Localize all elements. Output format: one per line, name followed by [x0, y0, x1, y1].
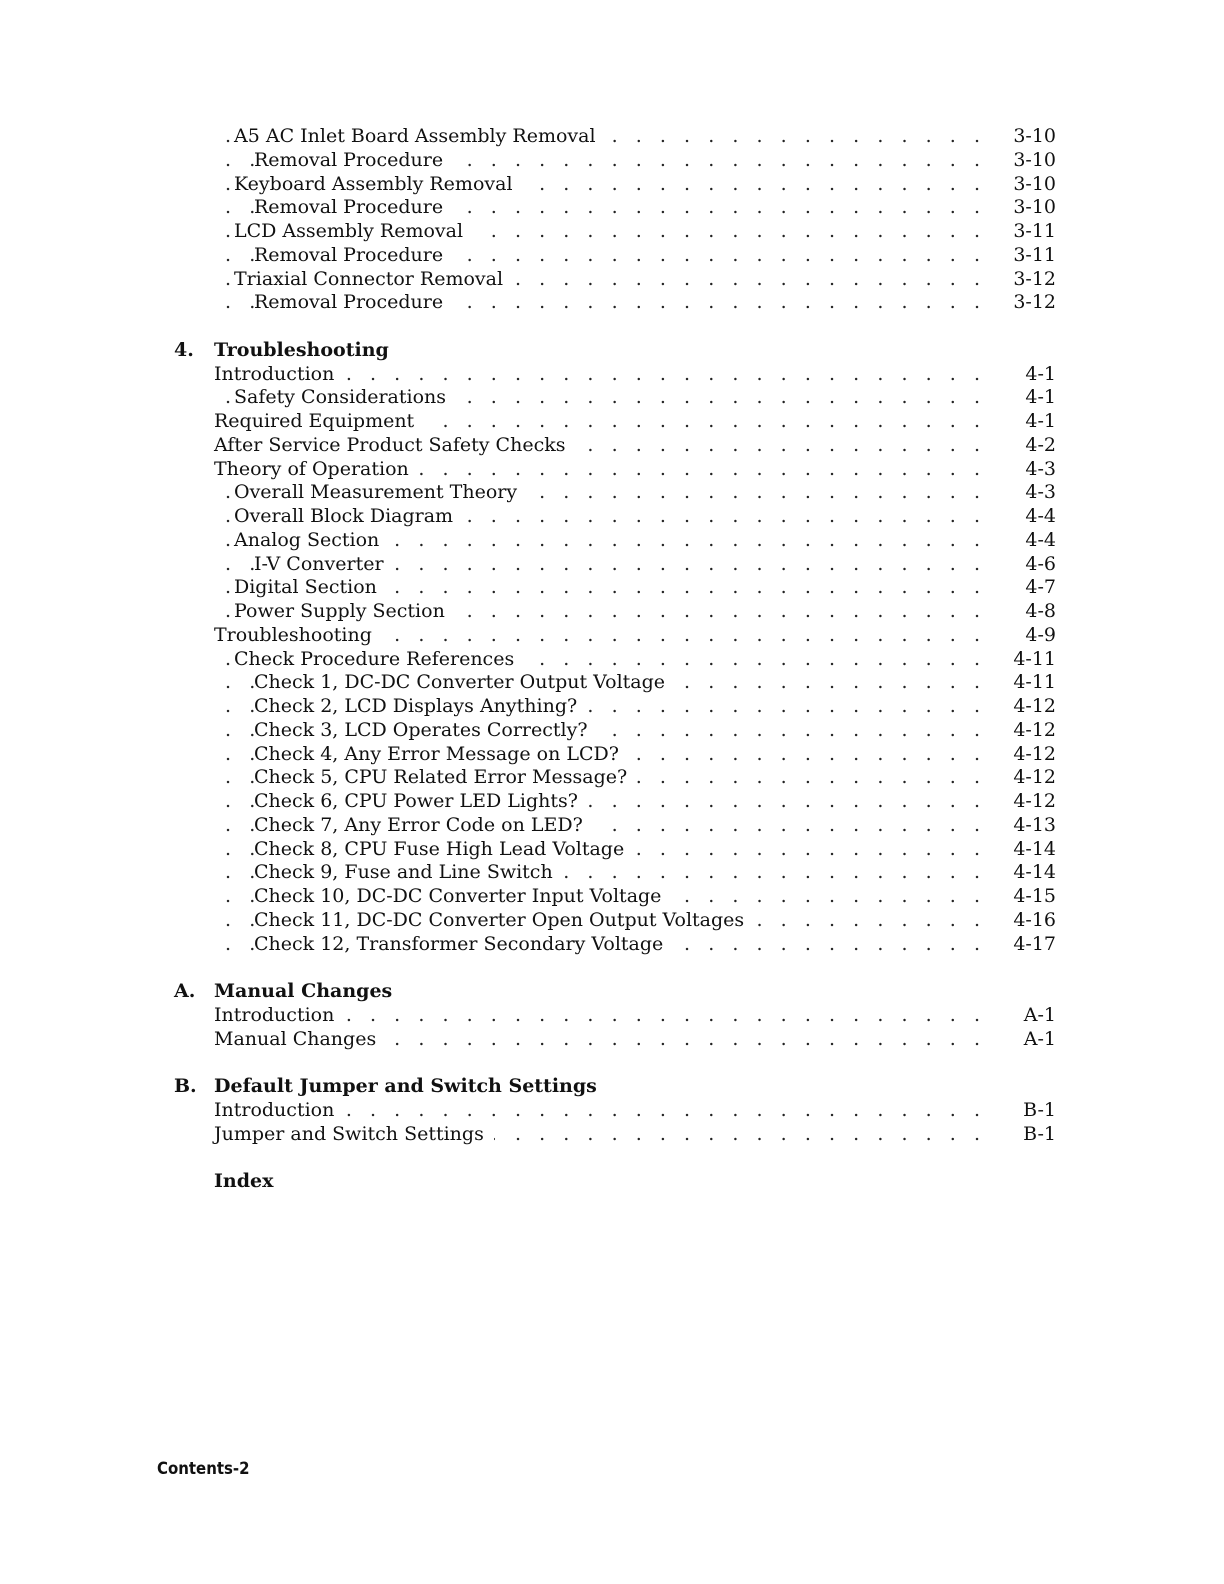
- toc-entry[interactable]: [0, 1027, 1224, 1051]
- toc-entry[interactable]: [0, 623, 1224, 647]
- toc-entry-page: 3-10: [1013, 172, 1056, 195]
- toc-entry-page: 4-9: [1025, 623, 1056, 646]
- toc-entry-page: 3-11: [1013, 243, 1056, 266]
- toc-entry-title: Check Procedure References: [234, 647, 524, 671]
- toc-entry[interactable]: [0, 385, 1224, 409]
- toc-entry[interactable]: [0, 694, 1224, 718]
- toc-entry[interactable]: [0, 670, 1224, 694]
- toc-entry-page: 4-13: [1013, 813, 1056, 836]
- toc-entry-title: Jumper and Switch Settings: [214, 1122, 494, 1146]
- toc-entry-page: 4-14: [1013, 861, 1056, 884]
- toc-entry[interactable]: [0, 932, 1224, 956]
- toc-entry-title: Safety Considerations: [234, 385, 456, 409]
- chapter-title: Default Jumper and Switch Settings: [214, 1075, 597, 1097]
- toc-entry-page: 3-10: [1013, 196, 1056, 219]
- toc-entry-page: 4-16: [1013, 908, 1056, 931]
- toc-entry-title: A5 AC Inlet Board Assembly Removal: [234, 124, 606, 148]
- toc-entry-title: Triaxial Connector Removal: [234, 267, 513, 291]
- toc-entry-title: Introduction: [214, 1098, 344, 1122]
- toc-entry-title: Check 9, Fuse and Line Switch: [254, 860, 563, 884]
- toc-entry-page: B-1: [1023, 1098, 1056, 1121]
- chapter-heading[interactable]: [0, 1073, 1224, 1099]
- toc-entry-page: 4-12: [1013, 790, 1056, 812]
- toc-entry-title: Troubleshooting: [214, 623, 382, 647]
- toc-entry-title: Check 11, DC-DC Converter Open Output Voltages: [254, 908, 754, 932]
- toc-entry-title: Check 3, LCD Operates Correctly?: [254, 718, 598, 742]
- toc-entry-page: 3-11: [1013, 220, 1056, 242]
- toc-entry-title: Removal Procedure: [254, 290, 453, 314]
- page-footer: Contents-2: [157, 1459, 250, 1479]
- toc-entry-page: 3-12: [1013, 291, 1056, 314]
- toc-entry-page: 4-12: [1013, 742, 1056, 765]
- chapter-title: Troubleshooting: [214, 338, 389, 361]
- toc-entry-page: 4-1: [1025, 362, 1056, 385]
- toc-entry[interactable]: [0, 148, 1224, 172]
- toc-entry[interactable]: [0, 765, 1224, 789]
- toc-entry-page: 4-3: [1025, 457, 1056, 480]
- toc-entry-title: Removal Procedure: [254, 148, 453, 172]
- toc-entry[interactable]: [0, 884, 1224, 908]
- toc-entry[interactable]: [0, 480, 1224, 504]
- toc-entry-page: 4-7: [1025, 576, 1056, 599]
- chapter-title: Index: [214, 1170, 274, 1192]
- toc-entry-page: 4-4: [1025, 528, 1056, 551]
- toc-entry[interactable]: [0, 528, 1224, 552]
- toc-entry[interactable]: [0, 409, 1224, 433]
- toc-entry-title: Removal Procedure: [254, 243, 453, 267]
- toc-entry-page: 4-15: [1013, 885, 1056, 907]
- toc-entry-page: 3-10: [1013, 125, 1056, 147]
- toc-entry-title: Check 12, Transformer Secondary Voltage: [254, 932, 673, 956]
- toc-entry-title: Check 2, LCD Displays Anything?: [254, 694, 587, 718]
- toc-entry[interactable]: [0, 504, 1224, 528]
- toc-entry-page: 4-8: [1025, 600, 1056, 622]
- chapter-heading[interactable]: [0, 337, 1224, 363]
- toc-entry[interactable]: [0, 1122, 1224, 1146]
- toc-entry-title: Removal Procedure: [254, 195, 453, 219]
- toc-entry[interactable]: [0, 457, 1224, 481]
- chapter-number: 4.: [174, 338, 194, 361]
- toc-entry[interactable]: [0, 908, 1224, 932]
- chapter-title: Manual Changes: [214, 980, 393, 1002]
- toc-entry-page: 4-1: [1025, 386, 1056, 409]
- toc-entry[interactable]: [0, 124, 1224, 148]
- toc-entry-title: Keyboard Assembly Removal: [234, 172, 523, 196]
- toc-entry[interactable]: [0, 552, 1224, 576]
- toc-entry[interactable]: [0, 1003, 1224, 1027]
- toc-entry-title: LCD Assembly Removal: [234, 219, 473, 243]
- toc-entry-title: Digital Section: [234, 575, 387, 599]
- toc-entry-page: 3-12: [1013, 267, 1056, 290]
- toc-entry-page: 4-12: [1013, 766, 1056, 789]
- toc-entry-title: Check 1, DC-DC Converter Output Voltage: [254, 670, 675, 694]
- toc-entry-title: Check 6, CPU Power LED Lights?: [254, 789, 588, 813]
- toc-entry[interactable]: [0, 243, 1224, 267]
- chapter-number: A.: [174, 980, 196, 1002]
- toc-entry-page: 3-10: [1013, 148, 1056, 171]
- toc-entry-page: A-1: [1023, 1027, 1056, 1050]
- toc-entry-title: Power Supply Section: [234, 599, 455, 623]
- toc-entry-title: Check 8, CPU Fuse High Lead Voltage: [254, 837, 634, 861]
- toc-entry-title: Analog Section: [234, 528, 389, 552]
- toc-entry[interactable]: [0, 195, 1224, 219]
- toc-entry-page: 4-17: [1013, 932, 1056, 955]
- toc-entry-page: 4-3: [1025, 481, 1056, 504]
- toc-entry[interactable]: [0, 290, 1224, 314]
- toc-entry[interactable]: [0, 742, 1224, 766]
- toc-entry-page: 4-14: [1013, 837, 1056, 860]
- toc-entry[interactable]: [0, 837, 1224, 861]
- toc-entry[interactable]: [0, 172, 1224, 196]
- toc-entry-page: 4-1: [1025, 410, 1056, 432]
- toc-entry-title: After Service Product Safety Checks: [214, 433, 575, 457]
- toc-entry-page: 4-11: [1013, 647, 1056, 670]
- toc-entry-title: I-V Converter: [254, 552, 394, 576]
- toc-entry-title: Check 7, Any Error Code on LED?: [254, 813, 593, 837]
- toc-entry-title: Check 4, Any Error Message on LCD?: [254, 742, 629, 766]
- toc-entry[interactable]: [0, 1098, 1224, 1122]
- toc-entry-title: Introduction: [214, 1003, 344, 1027]
- toc-entry-page: 4-12: [1013, 718, 1056, 741]
- chapter-heading[interactable]: [0, 978, 1224, 1004]
- toc-entry-page: A-1: [1023, 1003, 1056, 1026]
- toc-entry-page: 4-6: [1025, 552, 1056, 575]
- toc-entry-title: Overall Measurement Theory: [234, 480, 527, 504]
- toc-entry[interactable]: [0, 718, 1224, 742]
- toc-entry-page: 4-4: [1025, 505, 1056, 527]
- toc-entry-page: 4-11: [1013, 671, 1056, 694]
- toc-entry-page: 4-12: [1013, 695, 1056, 717]
- toc-entry[interactable]: [0, 433, 1224, 457]
- toc-entry-page: 4-2: [1025, 433, 1056, 456]
- toc-entry[interactable]: [0, 267, 1224, 291]
- toc-entry-page: B-1: [1023, 1122, 1056, 1145]
- toc-entry[interactable]: [0, 599, 1224, 623]
- toc-entry-title: Check 10, DC-DC Converter Input Voltage: [254, 884, 671, 908]
- chapter-number: B.: [174, 1075, 197, 1097]
- toc-entry[interactable]: [0, 813, 1224, 837]
- toc-entry[interactable]: [0, 575, 1224, 599]
- toc-entry-title: Required Equipment: [214, 409, 424, 433]
- toc-entry-title: Check 5, CPU Related Error Message?: [254, 765, 637, 789]
- toc-entry-title: Manual Changes: [214, 1027, 386, 1051]
- toc-entry-title: Overall Block Diagram: [234, 504, 463, 528]
- toc-entry[interactable]: [0, 219, 1224, 243]
- toc-entry[interactable]: [0, 362, 1224, 386]
- toc-entry-title: Introduction: [214, 362, 344, 386]
- toc-entry-title: Theory of Operation: [214, 457, 419, 481]
- toc-entry[interactable]: [0, 789, 1224, 813]
- chapter-heading[interactable]: [0, 1168, 1224, 1194]
- toc-entry[interactable]: [0, 860, 1224, 884]
- toc-entry[interactable]: [0, 647, 1224, 671]
